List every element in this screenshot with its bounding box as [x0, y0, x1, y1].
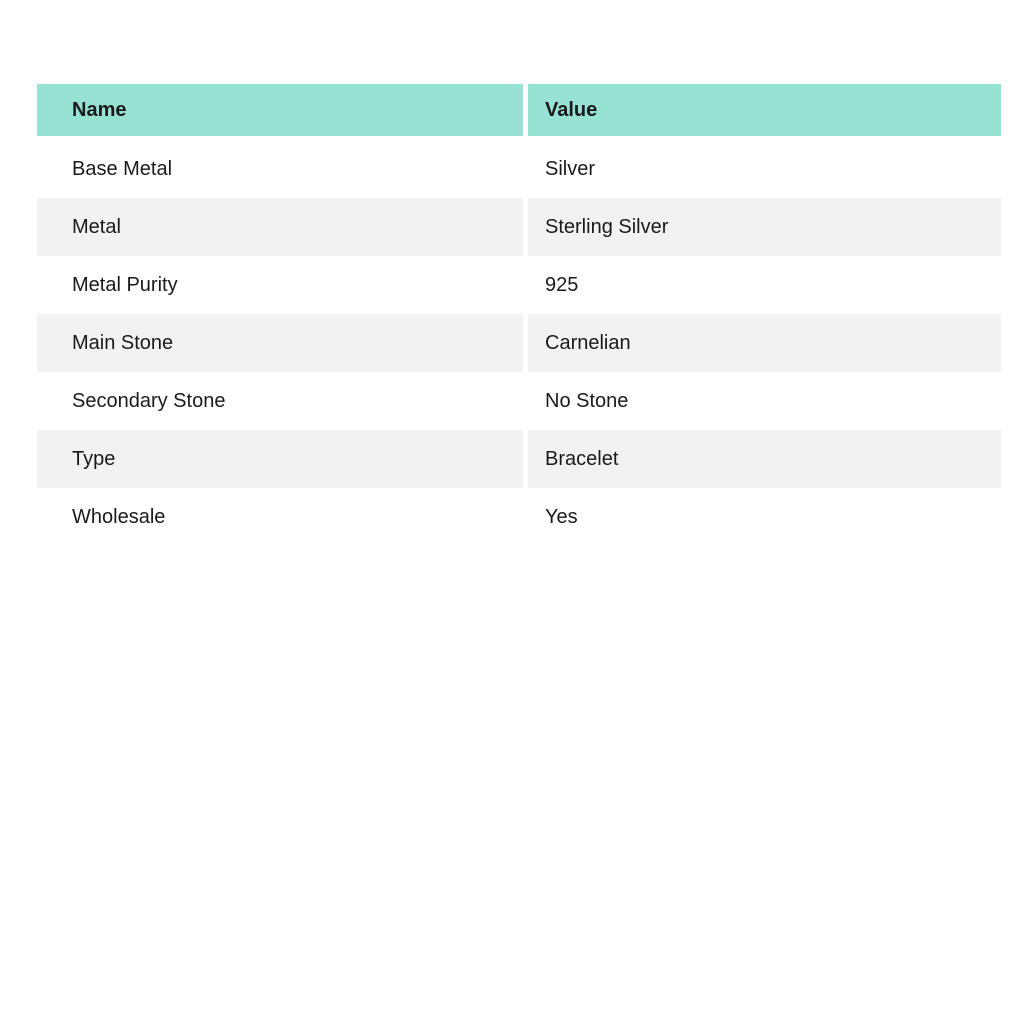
column-header-value: Value	[528, 84, 1001, 136]
row-name-cell: Secondary Stone	[37, 372, 523, 430]
row-value-cell: 925	[528, 256, 1001, 314]
row-value-cell: Yes	[528, 488, 1001, 546]
row-name-cell: Metal Purity	[37, 256, 523, 314]
row-value-cell: Carnelian	[528, 314, 1001, 372]
row-value-cell: Silver	[528, 140, 1001, 198]
table-row	[37, 488, 1001, 546]
column-header-name: Name	[37, 84, 523, 136]
row-name-cell: Wholesale	[37, 488, 523, 546]
table-row	[37, 198, 1001, 256]
row-name-cell: Metal	[37, 198, 523, 256]
table-row	[37, 314, 1001, 372]
table-row	[37, 140, 1001, 198]
row-name-cell: Main Stone	[37, 314, 523, 372]
row-value-cell: Bracelet	[528, 430, 1001, 488]
table-header-row	[37, 84, 1001, 136]
row-name-cell: Base Metal	[37, 140, 523, 198]
row-name-cell: Type	[37, 430, 523, 488]
product-specs-table	[37, 84, 1001, 546]
row-value-cell: Sterling Silver	[528, 198, 1001, 256]
table-row	[37, 430, 1001, 488]
row-value-cell: No Stone	[528, 372, 1001, 430]
table-row	[37, 372, 1001, 430]
table-row	[37, 256, 1001, 314]
